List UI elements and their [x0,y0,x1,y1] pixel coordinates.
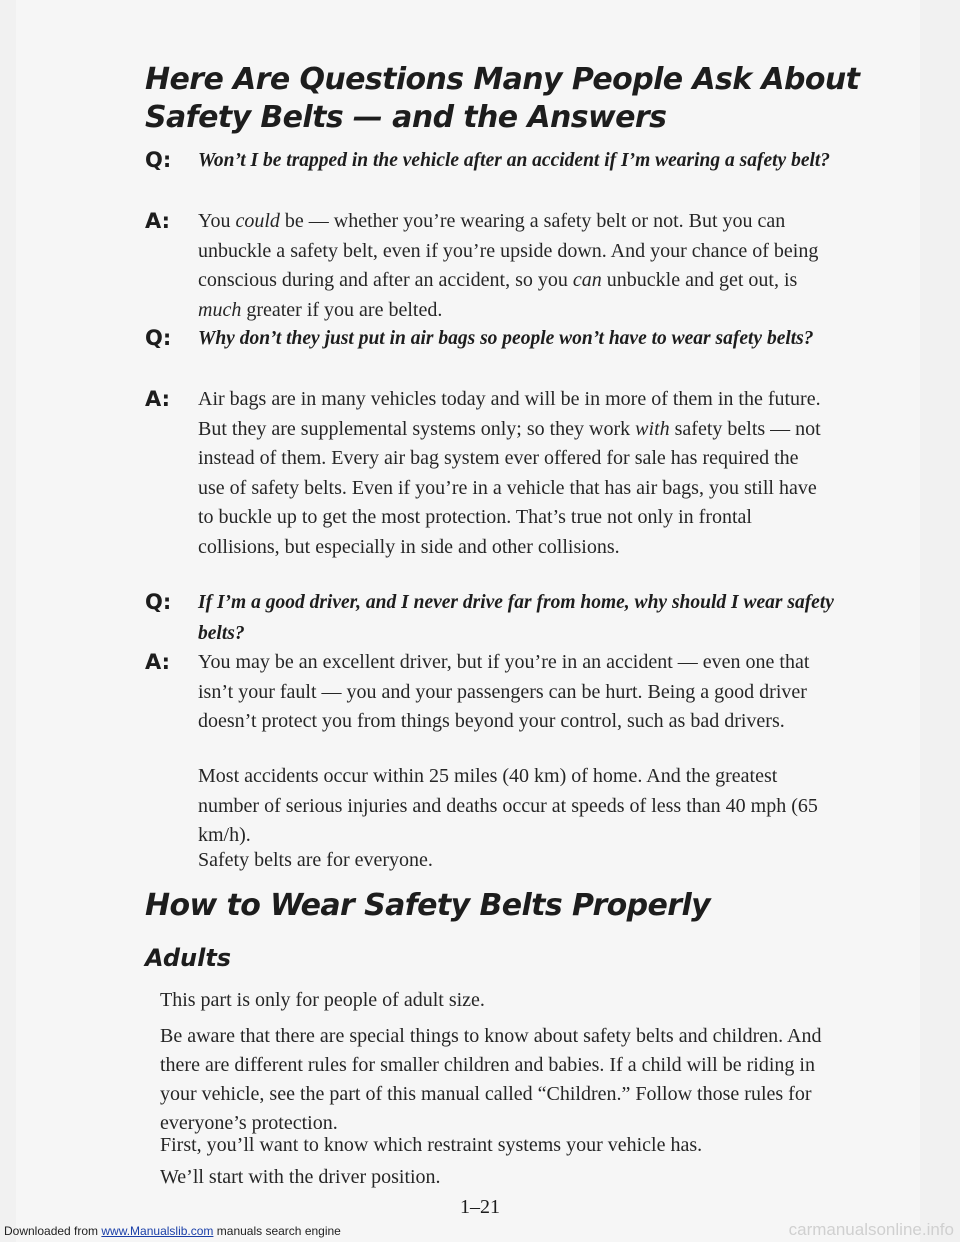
question-label: Q: [145,590,172,614]
section-paragraph: Be aware that there are special things to know about safety belts and children. And there are different rules for smaller children and babies. If a child will be riding in your vehicle, see the part of this manual called “Children.” Follow those rules for everyone’s protection. [160,1025,822,1134]
question-text: Won’t I be trapped in the vehicle after an accident if I’m wearing a safety belt? [198,150,831,171]
section-paragraph: We’ll start with the driver position. [160,1166,441,1188]
section-paragraph: First, you’ll want to know which restraint systems your vehicle has. [160,1134,703,1156]
answer-paragraph: Safety belts are for everyone. [198,849,433,871]
section-subtitle: Adults [145,944,232,972]
page-number: 1–21 [460,1196,500,1218]
page-heading-line2: Safety Belts — and the Answers [145,100,667,135]
answer-label: A: [145,650,171,674]
emphasis: with [635,417,670,440]
section-paragraph: This part is only for people of adult size. [160,989,485,1011]
answer-text: You could be — whether you’re wearing a safety belt or not. But you can unbuckle a safety belt, even if you’re upside down. And your chance of being conscious during and after an accident, so you can unbuckle and get out, is much greater if you are belted. [198,210,819,321]
manualslib-link[interactable]: www.Manualslib.com [101,1224,214,1238]
emphasis: much [198,298,242,321]
answer-label: A: [145,387,171,411]
question-label: Q: [145,326,172,350]
answer-text: You may be an excellent driver, but if you’re in an accident — even one that isn’t your fault — you and your passengers can be hurt. Being a good driver doesn’t protect you from things beyond your control, such as bad drivers. [198,651,810,732]
answer-label: A: [145,209,171,233]
watermark-text: carmanualsonline.info [788,1220,954,1239]
emphasis: could [235,210,280,232]
emphasis: can [572,269,602,291]
download-footer: Downloaded from www.Manualslib.com manuals search engine [4,1224,341,1238]
page-heading-line1: Here Are Questions Many People Ask About [145,62,860,97]
section-title: How to Wear Safety Belts Properly [145,888,711,923]
question-text: If I’m a good driver, and I never drive far from home, why should I wear safety belts? [198,592,834,644]
answer-paragraph: Most accidents occur within 25 miles (40 km) of home. And the greatest number of serious injuries and deaths occur at speeds of less than 40 mph (65 km/h). [198,765,818,846]
question-label: Q: [145,148,172,172]
answer-text: Air bags are in many vehicles today and will be in more of them in the future. But they are supplemental systems only; so they work with safety belts — not instead of them. Every air bag system ever offered for sale has required the use of safety belts. Even if you’re in a vehicle that has air bags, you still have to buckle up to get the most protection. That’s true not only in frontal collisions, but especially in side and other collisions. [198,388,821,558]
question-text: Why don’t they just put in air bags so people won’t have to wear safety belts? [198,328,814,349]
